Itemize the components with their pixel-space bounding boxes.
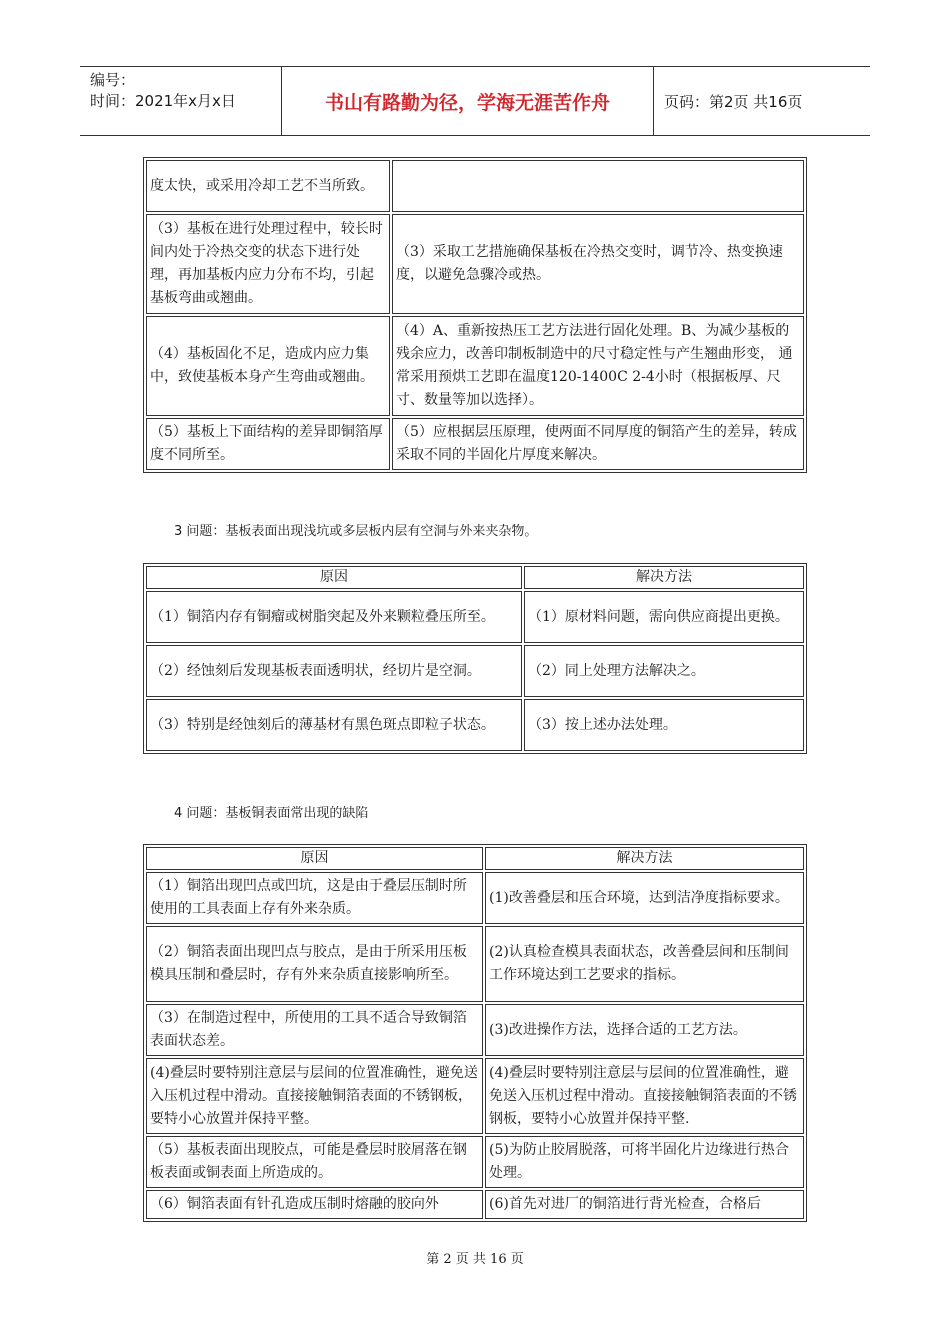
- section-4-title: 4 问题：基板铜表面常出现的缺陷: [174, 806, 369, 821]
- cause-cell: （6）铜箔表面有针孔造成压制时熔融的胶向外: [146, 1190, 483, 1219]
- solution-cell: (2)认真检查模具表面状态，改善叠层间和压制间工作环境达到工艺要求的指标。: [485, 926, 804, 1002]
- column-header-cause: 原因: [146, 847, 483, 870]
- header-motto: 书山有路勤为径，学海无涯苦作舟: [282, 67, 654, 135]
- date-label: 时间：2021年x月x日: [90, 92, 236, 110]
- solution-cell: （3）采取工艺措施确保基板在冷热交变时，调节冷、热变换速度，以避免急骤冷或热。: [392, 214, 804, 314]
- solution-cell: （1）原材料问题，需向供应商提出更换。: [524, 591, 804, 643]
- table-row: [146, 591, 804, 643]
- table-row: [146, 1058, 804, 1134]
- column-header-cause: 原因: [146, 566, 522, 589]
- cause-cell: （3）特别是经蚀刻后的薄基材有黑色斑点即粒子状态。: [146, 699, 522, 751]
- cause-cell: （1）铜箔出现凹点或凹坑，这是由于叠层压制时所使用的工具表面上存有外来杂质。: [146, 872, 483, 924]
- cause-cell: 度太快，或采用冷却工艺不当所致。: [146, 160, 390, 212]
- solution-cell: （5）应根据层压原理，使两面不同厚度的铜箔产生的差异，转成采取不同的半固化片厚度来解决。: [392, 418, 804, 470]
- column-header-solution: 解决方法: [524, 566, 804, 589]
- warp-table-body: [146, 160, 804, 470]
- solution-cell: （4）A、重新按热压工艺方法进行固化处理。B、为减少基板的残余应力，改善印制板制造中的尺寸稳定性与产生翘曲形变， 通常采用预烘工艺即在温度120-1400C 2-4小时（根据板厚、尺寸、数量等加以选择）。: [392, 316, 804, 416]
- cause-cell: （2）经蚀刻后发现基板表面透明状，经切片是空洞。: [146, 645, 522, 697]
- cause-cell: （2）铜箔表面出现凹点与胶点，是由于所采用压板模具压制和叠层时，存有外来杂质直接影响所至。: [146, 926, 483, 1002]
- cause-cell: （4）基板固化不足，造成内应力集中，致使基板本身产生弯曲或翘曲。: [146, 316, 390, 416]
- page-header: [80, 66, 870, 136]
- solution-cell: (6)首先对进厂的铜箔进行背光检查，合格后: [485, 1190, 804, 1219]
- solution-cell: （3）按上述办法处理。: [524, 699, 804, 751]
- cause-cell: (4)叠层时要特别注意层与层间的位置准确性，避免送入压机过程中滑动。直接接触铜箔表面的不锈钢板，要特小心放置并保持平整。: [146, 1058, 483, 1134]
- table-row: [146, 214, 804, 314]
- cause-cell: （3）基板在进行处理过程中，较长时间内处于冷热交变的状态下进行处理，再加基板内应力分布不均，引起基板弯曲或翘曲。: [146, 214, 390, 314]
- page-footer: 第 2 页 共 16 页: [426, 1252, 524, 1267]
- solution-cell: (4)叠层时要特别注意层与层间的位置准确性，避免送入压机过程中滑动。直接接触铜箔表面的不锈钢板，要特小心放置并保持平整.: [485, 1058, 804, 1134]
- table-row: [146, 1004, 804, 1056]
- column-header-solution: 解决方法: [485, 847, 804, 870]
- table-row: [146, 699, 804, 751]
- serial-label: 编号：: [90, 71, 136, 89]
- cavity-table: [143, 563, 807, 754]
- table-header-row: [146, 847, 804, 870]
- page-number-label: 页码：第2页 共16页: [664, 92, 803, 111]
- solution-cell: (1)改善叠层和压合环境，达到洁净度指标要求。: [485, 872, 804, 924]
- solution-cell: [392, 160, 804, 212]
- section-3-title: 3 问题：基板表面出现浅坑或多层板内层有空洞与外来夹杂物。: [174, 524, 538, 539]
- cause-cell: （5）基板上下面结构的差异即铜箔厚度不同所至。: [146, 418, 390, 470]
- cause-cell: （1）铜箔内存有铜瘤或树脂突起及外来颗粒叠压所至。: [146, 591, 522, 643]
- table-row: [146, 160, 804, 212]
- table-row: [146, 418, 804, 470]
- table-row: [146, 926, 804, 1002]
- table-header-row: [146, 566, 804, 589]
- table-row: [146, 1190, 804, 1219]
- warp-table: [143, 157, 807, 473]
- solution-cell: (3)改进操作方法，选择合适的工艺方法。: [485, 1004, 804, 1056]
- copper-defect-table: [143, 844, 807, 1222]
- table-row: [146, 1136, 804, 1188]
- table-row: [146, 872, 804, 924]
- header-meta: [80, 67, 282, 135]
- cause-cell: （3）在制造过程中，所使用的工具不适合导致铜箔表面状态差。: [146, 1004, 483, 1056]
- solution-cell: (5)为防止胶屑脱落，可将半固化片边缘进行热合处理。: [485, 1136, 804, 1188]
- table-row: [146, 316, 804, 416]
- table-row: [146, 645, 804, 697]
- solution-cell: （2）同上处理方法解决之。: [524, 645, 804, 697]
- cause-cell: （5）基板表面出现胶点，可能是叠层时胶屑落在钢板表面或铜表面上所造成的。: [146, 1136, 483, 1188]
